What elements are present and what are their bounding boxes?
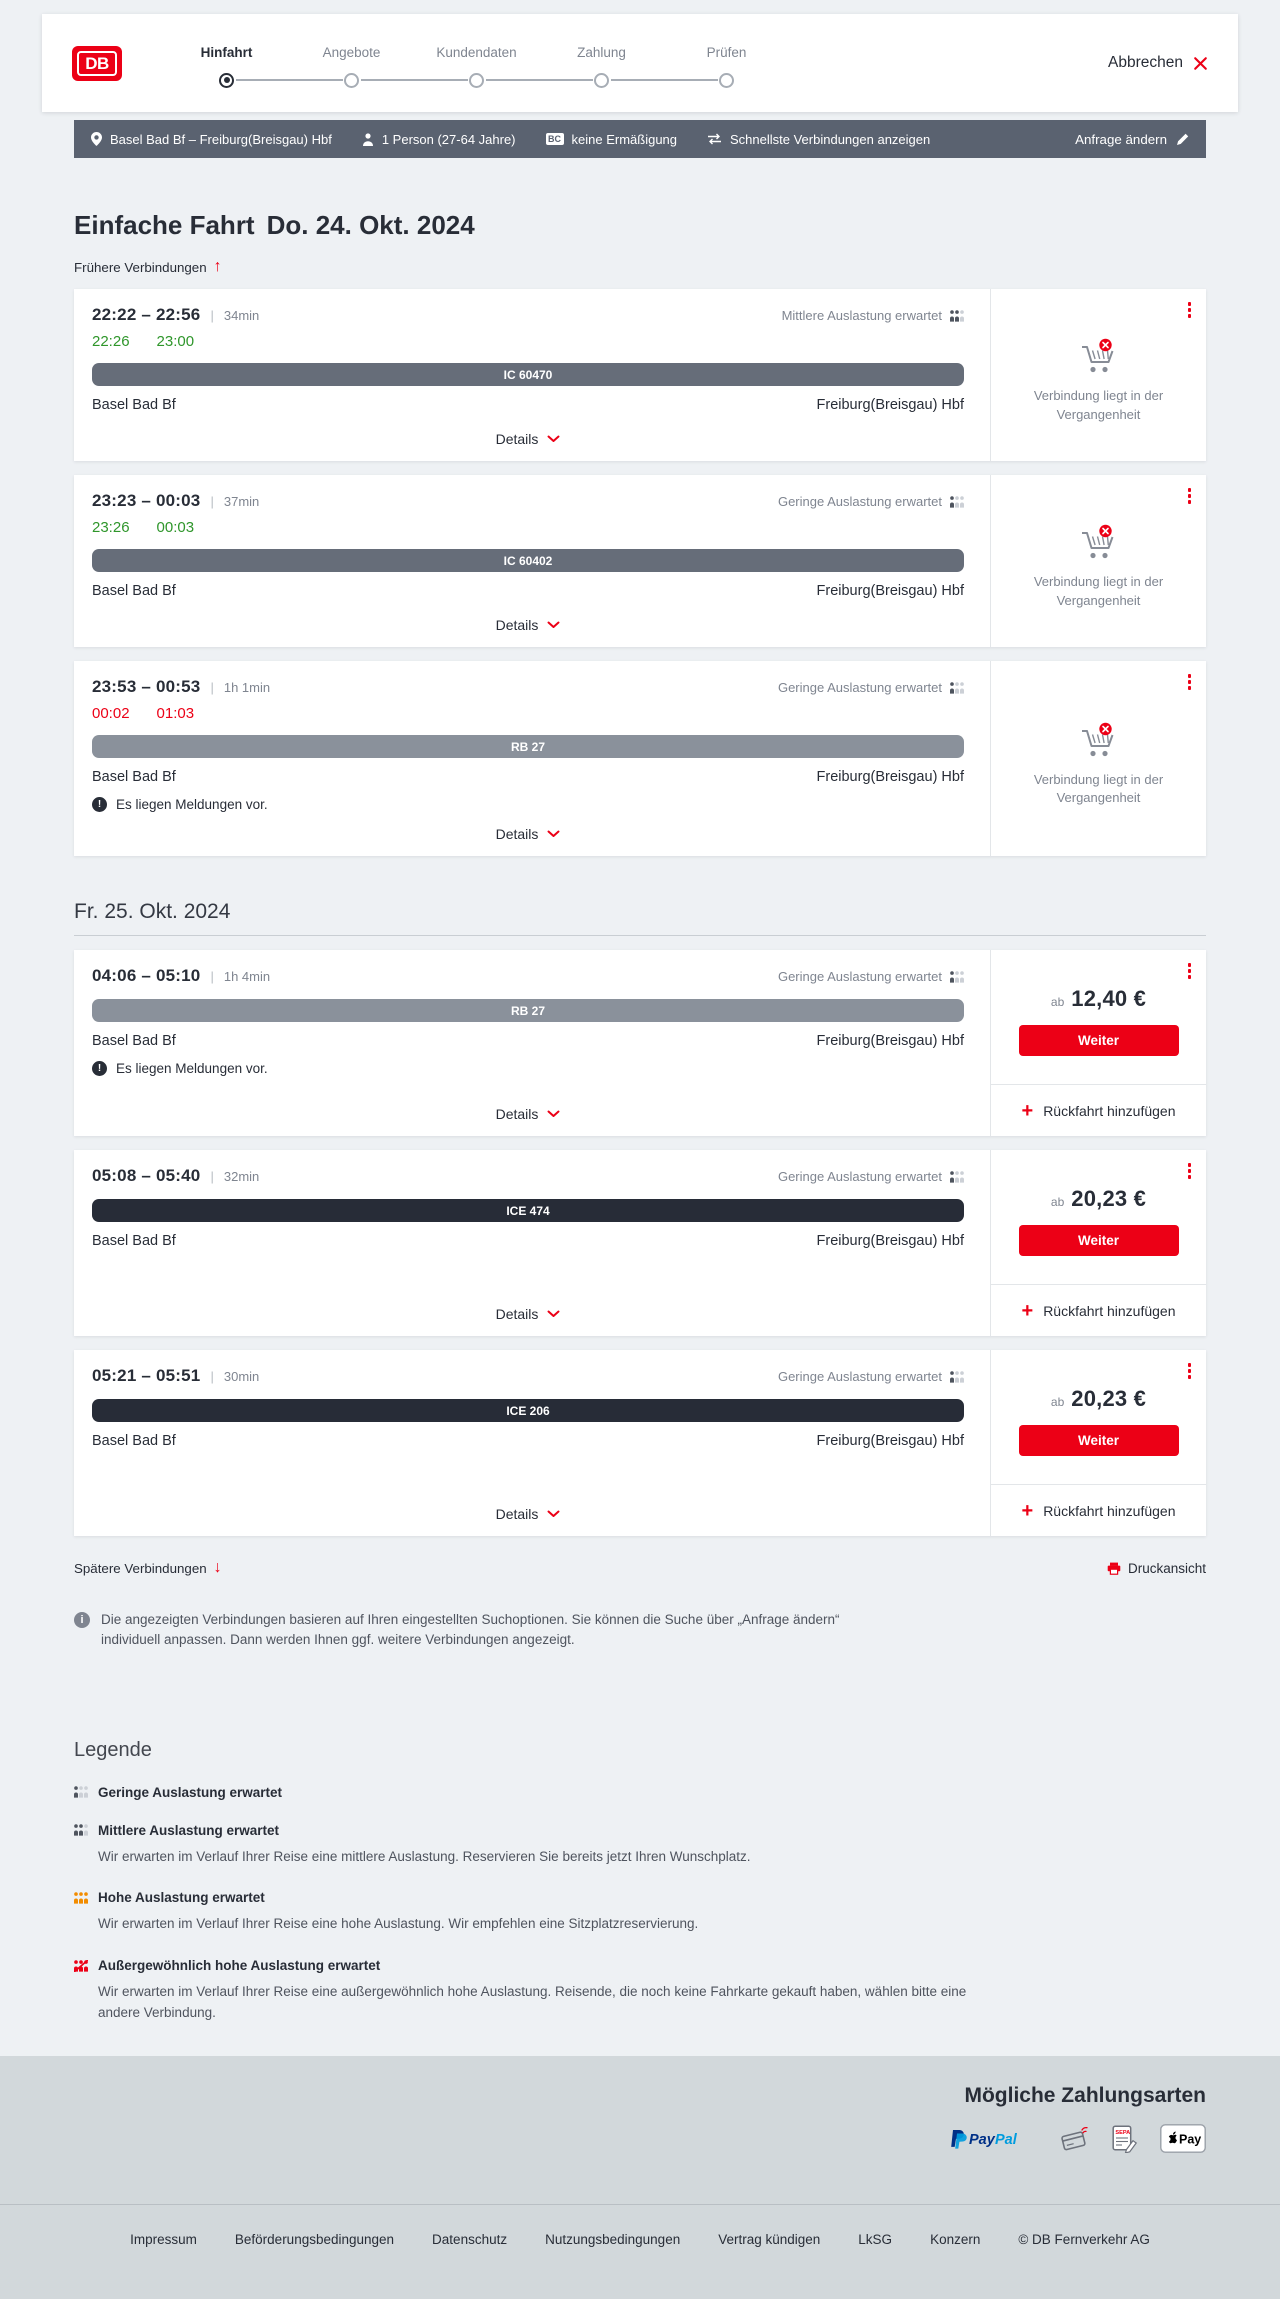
occupancy-label: Geringe Auslastung erwartet: [777, 1169, 942, 1184]
past-connection-info: [991, 475, 1206, 647]
change-request-button[interactable]: [1075, 132, 1189, 147]
details-label: Details: [495, 1306, 539, 1322]
earlier-connections-link[interactable]: [74, 259, 222, 275]
cart-unavailable-icon: [1076, 336, 1122, 378]
actual-arrival: 23:00: [156, 333, 195, 350]
legend-description: Wir erwarten im Verlauf Ihrer Reise eine außergewöhnlich hohe Auslastung. Reisende, die noch keine Fahrkarte gekauft haben, wählen bitte eine andere Verbindung.: [98, 1984, 967, 2021]
arrival-station: Freiburg(Breisgau) Hbf: [816, 397, 964, 413]
stations: [92, 397, 964, 413]
legend-item: [74, 1823, 1206, 1868]
connection-options-button[interactable]: [1183, 297, 1197, 323]
cancel-button[interactable]: [1108, 54, 1208, 72]
train-segment-bar[interactable]: IC 60402: [92, 549, 964, 572]
search-options-info: [74, 1610, 874, 1651]
details-button[interactable]: [490, 812, 567, 844]
legend-label: Außergewöhnlich hohe Auslastung erwartet: [98, 1958, 381, 1974]
step-label: Zahlung: [577, 44, 626, 60]
checkout-stepper: [164, 39, 789, 88]
earlier-label: Frühere Verbindungen: [74, 259, 207, 275]
chevron-down-icon: [547, 435, 560, 443]
payment-title: Mögliche Zahlungsarten: [964, 2084, 1206, 2108]
duration: 32min: [223, 1169, 260, 1184]
arrival-station: Freiburg(Breisgau) Hbf: [816, 769, 964, 785]
arrival-station: Freiburg(Breisgau) Hbf: [816, 1233, 964, 1249]
step-label: Kundendaten: [436, 44, 517, 60]
occupancy-icon: [74, 1824, 88, 1836]
cart-unavailable-icon: [1076, 720, 1122, 762]
price-block: [991, 950, 1206, 1084]
occupancy-label: Geringe Auslastung erwartet: [777, 680, 942, 695]
actual-departure: 00:02: [92, 705, 130, 722]
connection-card: [74, 475, 1206, 647]
price-amount: 20,23 €: [1071, 1386, 1147, 1411]
results-main: [74, 210, 1206, 2024]
time-range: 04:06 – 05:10: [92, 966, 201, 985]
search-summary-bar: [74, 120, 1206, 158]
legend-section: [74, 1739, 1206, 2025]
add-return-label: Rückfahrt hinzufügen: [1043, 1102, 1176, 1119]
apple-pay-icon: [1160, 2124, 1206, 2153]
fastest-connections-toggle[interactable]: [707, 132, 930, 147]
past-connection-text: Verbindung liegt in der Vergangenheit: [1033, 771, 1164, 805]
occupancy-icon: [950, 310, 964, 322]
add-return-button[interactable]: [991, 1284, 1206, 1336]
discount-summary: [546, 132, 678, 147]
connection-card: [74, 1150, 1206, 1336]
step-hinfahrt: [164, 45, 289, 88]
footer-link[interactable]: Nutzungsbedingungen: [545, 2232, 681, 2248]
details-label: Details: [495, 826, 539, 842]
connection-side-panel: [990, 1350, 1206, 1536]
change-request-label: Anfrage ändern: [1075, 131, 1167, 147]
train-segment-bar[interactable]: IC 60470: [92, 363, 964, 386]
notice-text: Es liegen Meldungen vor.: [116, 1061, 268, 1076]
legend-label: Geringe Auslastung erwartet: [98, 1784, 283, 1800]
details-button[interactable]: [490, 417, 567, 449]
train-segment-bar[interactable]: RB 27: [92, 735, 964, 758]
occupancy-label: Geringe Auslastung erwartet: [777, 494, 942, 509]
occupancy-indicator: [778, 494, 964, 509]
arrow-up-icon: ↑: [213, 258, 222, 275]
arrival-station: Freiburg(Breisgau) Hbf: [816, 1433, 964, 1449]
chevron-down-icon: [547, 1310, 560, 1318]
alert-icon: !: [92, 1061, 107, 1076]
sepa-icon: [1112, 2125, 1138, 2153]
connection-side-panel: [990, 289, 1206, 461]
actual-times: [92, 705, 964, 722]
occupancy-icon: [950, 1371, 964, 1383]
cancel-label: Abbrechen: [1108, 54, 1183, 71]
paypal-icon: [948, 2127, 1036, 2151]
connection-details: [74, 1350, 990, 1536]
weiter-button[interactable]: Weiter: [1019, 1225, 1179, 1256]
bahncard-icon: BC: [546, 133, 564, 145]
payment-section: [0, 2056, 1280, 2299]
add-return-button[interactable]: [991, 1484, 1206, 1536]
svg-text:Pay: Pay: [1179, 2132, 1202, 2147]
occupancy-indicator: [778, 1169, 964, 1184]
connection-details: [74, 475, 990, 647]
details-button[interactable]: [490, 1292, 567, 1324]
footer-link[interactable]: Konzern: [930, 2232, 981, 2248]
info-text: Die angezeigten Verbindungen basieren auf Ihren eingestellten Suchoptionen. Sie können die Suche über „Anfrage ändern“ individuell anpassen. Dann werden Ihnen ggf. weitere Verbindungen angezeigt.: [101, 1612, 840, 1648]
separator: |: [210, 1169, 214, 1184]
weiter-button[interactable]: Weiter: [1019, 1025, 1179, 1056]
price-block: [991, 1350, 1206, 1484]
duration: 1h 4min: [223, 969, 271, 984]
details-button[interactable]: [490, 1092, 567, 1124]
departure-station: Basel Bad Bf: [92, 769, 176, 785]
later-connections-link[interactable]: [74, 1560, 222, 1576]
departure-station: Basel Bad Bf: [92, 1433, 176, 1449]
payment-method-apple-pay: [1160, 2124, 1206, 2158]
connection-details: [74, 1150, 990, 1336]
passengers-summary: [362, 132, 516, 147]
duration: 37min: [223, 494, 260, 509]
details-button[interactable]: [490, 603, 567, 635]
cart-unavailable-icon: [1076, 522, 1122, 564]
db-logo: [72, 46, 122, 81]
occupancy-icon: [950, 682, 964, 694]
past-connection-info: [991, 661, 1206, 856]
svg-text:Pay: Pay: [969, 2131, 995, 2148]
actual-departure: 23:26: [92, 519, 130, 536]
plus-icon: +: [1021, 1299, 1034, 1322]
occupancy-icon: [74, 1960, 88, 1972]
connection-details: [74, 950, 990, 1136]
step-circle: [469, 73, 484, 88]
connection-details: [74, 289, 990, 461]
connection-details: [74, 661, 990, 856]
plus-icon: +: [1021, 1099, 1034, 1122]
departure-station: Basel Bad Bf: [92, 1033, 176, 1049]
occupancy-icon: [74, 1892, 88, 1904]
legend-label: Hohe Auslastung erwartet: [98, 1890, 265, 1906]
swap-arrows-icon: [707, 133, 722, 145]
chevron-down-icon: [547, 830, 560, 838]
step-label: Angebote: [322, 44, 381, 60]
step-zahlung[interactable]: [539, 45, 664, 88]
discount-text: keine Ermäßigung: [571, 131, 678, 147]
details-label: Details: [495, 1106, 539, 1122]
plus-icon: +: [1021, 1499, 1034, 1522]
connection-options-button[interactable]: [1183, 669, 1197, 695]
connection-notice[interactable]: [92, 1061, 964, 1076]
time-range: 23:53 – 00:53: [92, 677, 201, 696]
connection-options-button[interactable]: [1183, 1158, 1197, 1184]
route-text: Basel Bad Bf – Freiburg(Breisgau) Hbf: [110, 131, 332, 147]
duration: 30min: [223, 1369, 260, 1384]
legend-description: Wir erwarten im Verlauf Ihrer Reise eine hohe Auslastung. Wir empfehlen eine Sitzplatzreservierung.: [98, 1916, 699, 1932]
time-range: 23:23 – 00:03: [92, 491, 201, 510]
occupancy-label: Mittlere Auslastung erwartet: [781, 308, 942, 323]
connection-card: [74, 661, 1206, 856]
occupancy-label: Geringe Auslastung erwartet: [777, 1369, 942, 1384]
stations: [92, 1233, 964, 1249]
legend-item: [74, 1890, 1206, 1935]
arrival-station: Freiburg(Breisgau) Hbf: [816, 1033, 964, 1049]
connection-side-panel: [990, 661, 1206, 856]
trip-type-title: Einfache Fahrt: [74, 210, 255, 240]
past-connection-info: [991, 289, 1206, 461]
chevron-down-icon: [547, 1510, 560, 1518]
price-amount: 20,23 €: [1071, 1186, 1147, 1211]
occupancy-icon: [950, 971, 964, 983]
separator: |: [210, 680, 214, 695]
time-range: 05:08 – 05:40: [92, 1166, 201, 1185]
credit-card-icon: [1058, 2125, 1090, 2153]
connection-card: [74, 1350, 1206, 1536]
separator: |: [210, 494, 214, 509]
departure-station: Basel Bad Bf: [92, 397, 176, 413]
app-header: [42, 14, 1238, 112]
details-label: Details: [495, 617, 539, 633]
stations: [92, 769, 964, 785]
occupancy-icon: [950, 496, 964, 508]
fastest-text: Schnellste Verbindungen anzeigen: [730, 131, 931, 147]
legend-item: [74, 1785, 1206, 1800]
separator: |: [210, 1369, 214, 1384]
occupancy-indicator: [782, 308, 964, 323]
connection-side-panel: [990, 1150, 1206, 1336]
page-heading: [74, 210, 1206, 241]
connection-side-panel: [990, 475, 1206, 647]
train-segment-bar[interactable]: ICE 474: [92, 1199, 964, 1222]
footer-link[interactable]: Vertrag kündigen: [718, 2232, 821, 2248]
connection-options-button[interactable]: [1183, 958, 1197, 984]
step-circle: [594, 73, 609, 88]
details-label: Details: [495, 431, 539, 447]
price-block: [991, 1150, 1206, 1284]
stations: [92, 583, 964, 599]
info-icon: i: [74, 1612, 90, 1628]
close-icon: [1193, 56, 1208, 71]
actual-arrival: 00:03: [156, 519, 195, 536]
connections-day2: [74, 950, 1206, 1536]
connections-day1: [74, 289, 1206, 856]
details-button[interactable]: [490, 1492, 567, 1524]
day2-heading: Fr. 25. Okt. 2024: [74, 900, 1206, 936]
occupancy-icon: [74, 1786, 88, 1798]
chevron-down-icon: [547, 621, 560, 629]
notice-text: Es liegen Meldungen vor.: [116, 797, 268, 812]
past-connection-text: Verbindung liegt in der Vergangenheit: [1033, 388, 1164, 422]
weiter-button[interactable]: Weiter: [1019, 1425, 1179, 1456]
actual-times: [92, 519, 964, 536]
connection-options-button[interactable]: [1183, 483, 1197, 509]
copyright: © DB Fernverkehr AG: [1018, 2232, 1150, 2248]
occupancy-label: Geringe Auslastung erwartet: [777, 969, 942, 984]
stations: [92, 1033, 964, 1049]
pencil-icon: [1176, 133, 1189, 146]
occupancy-indicator: [778, 969, 964, 984]
time-range: 22:22 – 22:56: [92, 305, 201, 324]
step-angebote[interactable]: [289, 45, 414, 88]
stations: [92, 1433, 964, 1449]
connection-notice[interactable]: [92, 797, 964, 812]
add-return-label: Rückfahrt hinzufügen: [1043, 1502, 1176, 1519]
print-label: Druckansicht: [1127, 1560, 1206, 1576]
legend-label: Mittlere Auslastung erwartet: [98, 1822, 280, 1838]
connection-card: [74, 950, 1206, 1136]
svg-text:Pal: Pal: [995, 2131, 1017, 2148]
legend-description: Wir erwarten im Verlauf Ihrer Reise eine mittlere Auslastung. Reservieren Sie bereits jetzt Ihren Wunschplatz.: [98, 1848, 751, 1864]
payment-method-sepa-lastschrift: [1112, 2125, 1138, 2158]
step-label: Hinfahrt: [200, 44, 253, 60]
printer-icon: [1107, 1562, 1121, 1575]
passengers-text: 1 Person (27-64 Jahre): [381, 131, 516, 147]
step-circle: [344, 73, 359, 88]
connection-card: [74, 289, 1206, 461]
departure-station: Basel Bad Bf: [92, 583, 176, 599]
duration: 34min: [223, 308, 260, 323]
connection-options-button[interactable]: [1183, 1358, 1197, 1384]
person-icon: [362, 133, 374, 146]
step-circle: [219, 73, 234, 88]
footer-link[interactable]: Datenschutz: [432, 2232, 508, 2248]
arrival-station: Freiburg(Breisgau) Hbf: [816, 583, 964, 599]
connection-side-panel: [990, 950, 1206, 1136]
db-logo-text: DB: [77, 51, 117, 76]
add-return-button[interactable]: [991, 1084, 1206, 1136]
map-pin-icon: [91, 132, 102, 146]
page-footer: [0, 2204, 1280, 2299]
step-prüfen[interactable]: [664, 45, 789, 88]
price-prefix: ab: [1050, 995, 1065, 1009]
occupancy-indicator: [778, 1369, 964, 1384]
train-segment-bar[interactable]: ICE 206: [92, 1399, 964, 1422]
actual-arrival: 01:03: [156, 705, 195, 722]
price-prefix: ab: [1050, 1395, 1065, 1409]
step-label: Prüfen: [706, 44, 747, 60]
add-return-label: Rückfahrt hinzufügen: [1043, 1302, 1176, 1319]
separator: |: [210, 969, 214, 984]
price-amount: 12,40 €: [1071, 986, 1147, 1011]
chevron-down-icon: [547, 1110, 560, 1118]
legend-title: Legende: [74, 1738, 152, 1761]
later-label: Spätere Verbindungen: [74, 1560, 207, 1576]
duration: 1h 1min: [223, 680, 271, 695]
step-kundendaten[interactable]: [414, 45, 539, 88]
trip-date: Do. 24. Okt. 2024: [266, 210, 475, 240]
price-prefix: ab: [1050, 1195, 1065, 1209]
train-segment-bar[interactable]: RB 27: [92, 999, 964, 1022]
alert-icon: !: [92, 797, 107, 812]
footer-link[interactable]: LkSG: [858, 2232, 893, 2248]
departure-station: Basel Bad Bf: [92, 1233, 176, 1249]
separator: |: [210, 308, 214, 323]
svg-text:SEPA: SEPA: [1115, 2129, 1131, 2136]
route-summary: [91, 132, 332, 147]
occupancy-icon: [950, 1171, 964, 1183]
details-label: Details: [495, 1506, 539, 1522]
actual-times: [92, 333, 964, 350]
footer-link[interactable]: Impressum: [130, 2232, 197, 2248]
actual-departure: 22:26: [92, 333, 130, 350]
payment-method-kreditkarte: [1058, 2125, 1090, 2158]
occupancy-indicator: [778, 680, 964, 695]
step-circle: [719, 73, 734, 88]
arrow-down-icon: ↓: [213, 1559, 222, 1576]
footer-link[interactable]: Beförderungsbedingungen: [234, 2232, 395, 2248]
past-connection-text: Verbindung liegt in der Vergangenheit: [1033, 574, 1164, 608]
payment-method-paypal: [948, 2127, 1036, 2156]
legend-item: [74, 1958, 1206, 2024]
print-view-button[interactable]: [1107, 1561, 1206, 1576]
payment-methods: [74, 2124, 1206, 2158]
time-range: 05:21 – 05:51: [92, 1366, 201, 1385]
